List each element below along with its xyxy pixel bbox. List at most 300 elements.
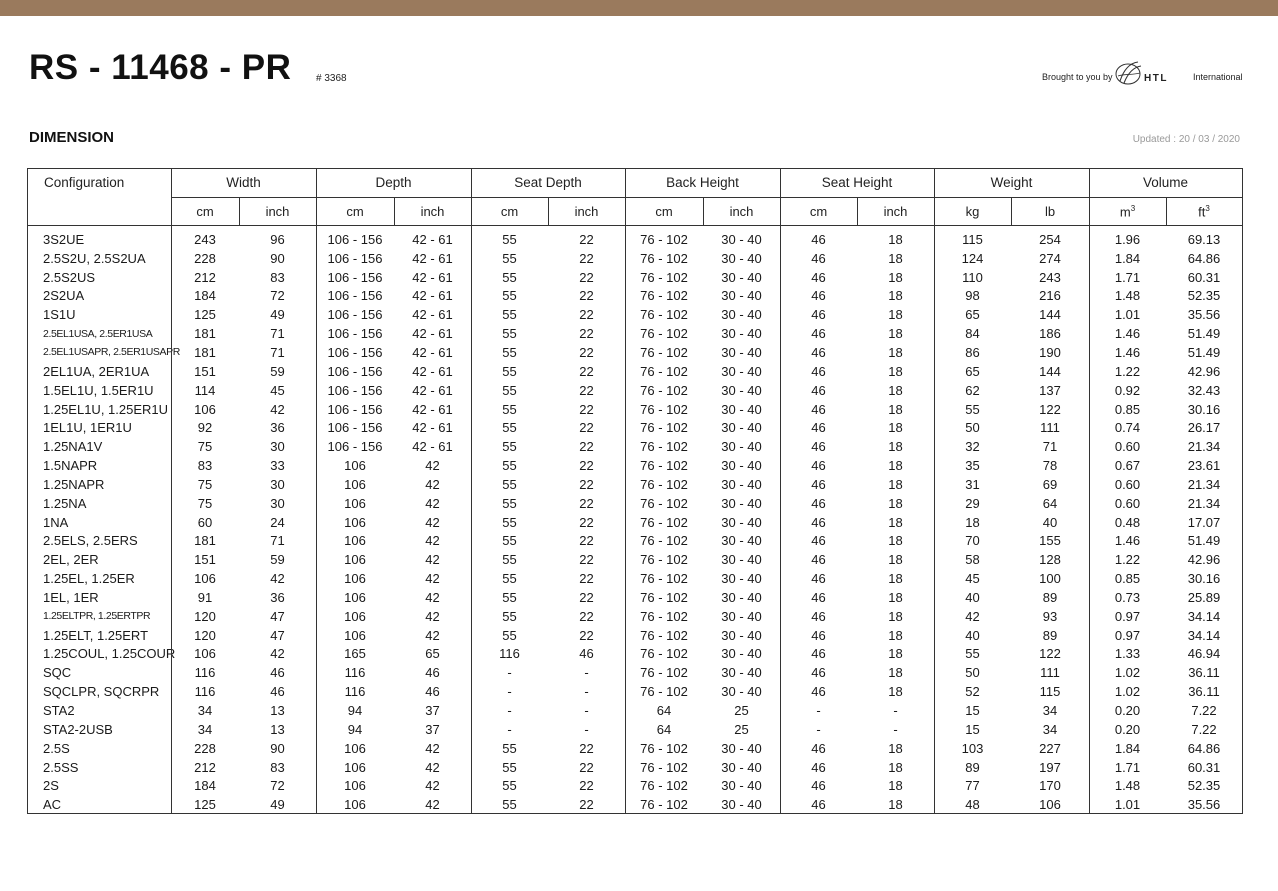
value-cell: 0.97 bbox=[1114, 627, 1141, 643]
table-row bbox=[28, 588, 1242, 607]
value-cell: 42 - 61 bbox=[412, 344, 453, 360]
configuration-cell: 2S2UA bbox=[43, 288, 85, 304]
value-cell: 106 - 156 bbox=[327, 288, 383, 304]
value-cell: 106 - 156 bbox=[327, 269, 383, 285]
value-cell: 254 bbox=[1039, 231, 1061, 247]
brand-name: HTL bbox=[1144, 73, 1168, 84]
value-cell: 106 bbox=[1039, 797, 1061, 813]
brand-suffix: International bbox=[1193, 72, 1243, 82]
value-cell: 15 bbox=[965, 721, 980, 737]
value-cell: 89 bbox=[1042, 589, 1058, 605]
value-cell: 22 bbox=[579, 759, 594, 775]
value-cell: 0.85 bbox=[1114, 401, 1141, 417]
value-cell: 47 bbox=[270, 608, 285, 624]
value-cell: 1.22 bbox=[1114, 363, 1141, 379]
value-cell: 18 bbox=[888, 458, 903, 474]
value-cell: 76 - 102 bbox=[640, 288, 688, 304]
value-cell: 35.56 bbox=[1187, 797, 1221, 813]
value-cell: 181 bbox=[194, 344, 216, 360]
value-cell: 116 bbox=[194, 684, 216, 700]
value-cell: 17.07 bbox=[1187, 514, 1221, 530]
brand-prefix: Brought to you by bbox=[1042, 72, 1113, 82]
value-cell: 42 - 61 bbox=[412, 288, 453, 304]
value-cell: 33 bbox=[270, 458, 285, 474]
value-cell: 30 - 40 bbox=[721, 533, 762, 549]
value-cell: 46 bbox=[811, 363, 826, 379]
configuration-cell: 1NA bbox=[43, 514, 69, 530]
document-number: # 3368 bbox=[316, 73, 347, 84]
value-cell: 125 bbox=[194, 307, 216, 323]
configuration-cell: 1.25EL1U, 1.25ER1U bbox=[43, 401, 169, 417]
value-cell: 46 bbox=[811, 589, 826, 605]
value-cell: 122 bbox=[1039, 401, 1061, 417]
value-cell: 0.74 bbox=[1114, 420, 1141, 436]
value-cell: 75 bbox=[197, 476, 213, 492]
value-cell: 0.48 bbox=[1114, 514, 1141, 530]
value-cell: 106 - 156 bbox=[327, 363, 383, 379]
value-cell: 29 bbox=[965, 495, 980, 511]
unit-header bbox=[548, 204, 625, 219]
value-cell: 274 bbox=[1039, 250, 1061, 266]
value-cell: 55 bbox=[965, 646, 980, 662]
value-cell: 51.49 bbox=[1187, 344, 1221, 360]
unit-header bbox=[703, 204, 780, 219]
value-cell: 106 - 156 bbox=[327, 250, 383, 266]
value-cell: 18 bbox=[888, 759, 903, 775]
table-row bbox=[28, 645, 1242, 664]
table-row bbox=[28, 381, 1242, 400]
value-cell: 30 - 40 bbox=[721, 759, 762, 775]
configuration-cell: 1.25ELTPR, 1.25ERTPR bbox=[43, 610, 151, 623]
value-cell: 22 bbox=[579, 344, 594, 360]
value-cell: 76 - 102 bbox=[640, 514, 688, 530]
value-cell: 21.34 bbox=[1187, 439, 1221, 455]
value-cell: 100 bbox=[1039, 571, 1061, 587]
value-cell: 92 bbox=[197, 420, 213, 436]
table-row bbox=[28, 343, 1242, 362]
value-cell: 18 bbox=[888, 646, 903, 662]
value-cell: 216 bbox=[1039, 288, 1061, 304]
value-cell: 1.96 bbox=[1114, 231, 1141, 247]
unit-header bbox=[857, 204, 934, 219]
value-cell: 18 bbox=[888, 552, 903, 568]
value-cell: 55 bbox=[502, 533, 517, 549]
value-cell: 1.71 bbox=[1114, 269, 1141, 285]
value-cell: 51.49 bbox=[1187, 533, 1221, 549]
value-cell: 116 bbox=[344, 684, 366, 700]
value-cell: 55 bbox=[502, 571, 517, 587]
value-cell: 144 bbox=[1039, 363, 1061, 379]
value-cell: 35.56 bbox=[1187, 307, 1221, 323]
value-cell: 76 - 102 bbox=[640, 571, 688, 587]
configuration-cell: 2.5SS bbox=[43, 759, 79, 775]
value-cell: 137 bbox=[1039, 382, 1061, 398]
value-cell: 30 - 40 bbox=[721, 288, 762, 304]
value-cell: 42 - 61 bbox=[412, 307, 453, 323]
column-divider bbox=[171, 169, 172, 813]
unit-superscript: 3 bbox=[1205, 204, 1210, 213]
value-cell: 106 bbox=[194, 646, 216, 662]
value-cell: 1.46 bbox=[1114, 326, 1141, 342]
value-cell: 34.14 bbox=[1187, 627, 1221, 643]
value-cell: 46 bbox=[811, 684, 826, 700]
value-cell: 46 bbox=[811, 269, 826, 285]
value-cell: 1.46 bbox=[1114, 344, 1141, 360]
value-cell: 25 bbox=[734, 721, 749, 737]
updated-date: Updated : 20 / 03 / 2020 bbox=[1132, 134, 1240, 145]
value-cell: 22 bbox=[579, 458, 594, 474]
value-cell: 106 - 156 bbox=[327, 344, 383, 360]
value-cell: 18 bbox=[888, 439, 903, 455]
value-cell: 15 bbox=[965, 703, 980, 719]
value-cell: 0.73 bbox=[1114, 589, 1141, 605]
value-cell: 22 bbox=[579, 420, 594, 436]
value-cell: 30 - 40 bbox=[721, 684, 762, 700]
value-cell: 42.96 bbox=[1187, 363, 1221, 379]
value-cell: 0.60 bbox=[1114, 439, 1141, 455]
value-cell: 0.67 bbox=[1114, 458, 1141, 474]
value-cell: 46 bbox=[811, 759, 826, 775]
value-cell: 22 bbox=[579, 552, 594, 568]
value-cell: 55 bbox=[502, 495, 517, 511]
page-title: RS - 11468 - PR bbox=[29, 48, 292, 87]
value-cell: 25.89 bbox=[1187, 589, 1221, 605]
value-cell: 42 bbox=[425, 571, 440, 587]
table-row bbox=[28, 418, 1242, 437]
unit-label: ft bbox=[1198, 204, 1206, 220]
value-cell: 96 bbox=[270, 231, 285, 247]
table-row bbox=[28, 362, 1242, 381]
value-cell: 76 - 102 bbox=[640, 646, 688, 662]
value-cell: 48 bbox=[965, 797, 980, 813]
value-cell: 52.35 bbox=[1187, 778, 1221, 794]
value-cell: 18 bbox=[888, 684, 903, 700]
value-cell: 25 bbox=[734, 703, 749, 719]
value-cell: 55 bbox=[502, 344, 517, 360]
value-cell: 115 bbox=[1039, 684, 1061, 700]
value-cell: 37 bbox=[425, 721, 440, 737]
value-cell: 30 - 40 bbox=[721, 552, 762, 568]
table-row bbox=[28, 758, 1242, 777]
value-cell: 46 bbox=[811, 608, 826, 624]
table-row bbox=[28, 663, 1242, 682]
value-cell: 55 bbox=[502, 740, 517, 756]
value-cell: 30 - 40 bbox=[721, 250, 762, 266]
configuration-cell: 2.5S2U, 2.5S2UA bbox=[43, 250, 146, 266]
table-row bbox=[28, 249, 1242, 268]
configuration-cell: 1.25ELT, 1.25ERT bbox=[43, 627, 149, 643]
value-cell: 22 bbox=[579, 269, 594, 285]
value-cell: 31 bbox=[965, 476, 980, 492]
value-cell: 22 bbox=[579, 778, 594, 794]
value-cell: 42 bbox=[270, 646, 285, 662]
value-cell: 42 bbox=[425, 552, 440, 568]
value-cell: 76 - 102 bbox=[640, 495, 688, 511]
value-cell: 22 bbox=[579, 401, 594, 417]
value-cell: 76 - 102 bbox=[640, 382, 688, 398]
table-row bbox=[28, 287, 1242, 306]
value-cell: 46 bbox=[270, 665, 285, 681]
value-cell: 1.48 bbox=[1114, 778, 1141, 794]
configuration-cell: 2.5S2US bbox=[43, 269, 96, 285]
value-cell: 115 bbox=[962, 231, 983, 247]
table-row bbox=[28, 494, 1242, 513]
value-cell: 50 bbox=[965, 665, 980, 681]
configuration-cell: 2.5EL1USA, 2.5ER1USA bbox=[43, 327, 153, 340]
value-cell: 1.84 bbox=[1114, 250, 1141, 266]
value-cell: 84 bbox=[965, 326, 980, 342]
value-cell: 22 bbox=[579, 363, 594, 379]
value-cell: 46 bbox=[811, 382, 826, 398]
value-cell: 77 bbox=[965, 778, 980, 794]
configuration-cell: 1.5EL1U, 1.5ER1U bbox=[43, 382, 154, 398]
value-cell: 76 - 102 bbox=[640, 627, 688, 643]
value-cell: 46 bbox=[425, 665, 440, 681]
value-cell: 76 - 102 bbox=[640, 326, 688, 342]
value-cell: 71 bbox=[1042, 439, 1058, 455]
table-row bbox=[28, 739, 1242, 758]
value-cell: 190 bbox=[1039, 344, 1061, 360]
unit-label: cm bbox=[809, 204, 828, 219]
value-cell: 26.17 bbox=[1187, 420, 1221, 436]
value-cell: 30 - 40 bbox=[721, 269, 762, 285]
column-divider bbox=[471, 169, 472, 813]
value-cell: 46 bbox=[811, 326, 826, 342]
value-cell: 32 bbox=[965, 439, 980, 455]
value-cell: 46 bbox=[811, 778, 826, 794]
value-cell: 64.86 bbox=[1187, 740, 1221, 756]
value-cell: 1.22 bbox=[1114, 552, 1141, 568]
value-cell: 212 bbox=[194, 759, 216, 775]
value-cell: 0.20 bbox=[1114, 703, 1141, 719]
value-cell: 71 bbox=[270, 344, 285, 360]
value-cell: 22 bbox=[579, 533, 594, 549]
value-cell: 106 bbox=[194, 401, 216, 417]
value-cell: 55 bbox=[502, 589, 517, 605]
unit-header bbox=[1166, 204, 1242, 219]
value-cell: 55 bbox=[502, 307, 517, 323]
value-cell: 76 - 102 bbox=[640, 439, 688, 455]
table-row bbox=[28, 720, 1242, 739]
value-cell: 22 bbox=[579, 476, 594, 492]
configuration-cell: 2.5S bbox=[43, 740, 70, 756]
table-row bbox=[28, 569, 1242, 588]
value-cell: 46 bbox=[811, 740, 826, 756]
value-cell: - bbox=[584, 703, 589, 719]
value-cell: 18 bbox=[888, 420, 903, 436]
value-cell: 42 bbox=[425, 589, 440, 605]
value-cell: 22 bbox=[579, 326, 594, 342]
value-cell: 18 bbox=[888, 326, 903, 342]
value-cell: 46 bbox=[811, 439, 826, 455]
value-cell: 18 bbox=[888, 363, 903, 379]
value-cell: 76 - 102 bbox=[640, 740, 688, 756]
configuration-cell: 2.5EL1USAPR, 2.5ER1USAPR bbox=[43, 346, 180, 359]
value-cell: 71 bbox=[270, 326, 285, 342]
value-cell: 22 bbox=[579, 439, 594, 455]
value-cell: 144 bbox=[1039, 307, 1061, 323]
value-cell: 7.22 bbox=[1191, 703, 1217, 719]
value-cell: 0.85 bbox=[1114, 571, 1141, 587]
group-header: Back Height bbox=[666, 175, 739, 190]
value-cell: 46 bbox=[811, 307, 826, 323]
value-cell: 42 bbox=[425, 608, 440, 624]
group-header: Depth bbox=[375, 175, 412, 190]
value-cell: 30 - 40 bbox=[721, 740, 762, 756]
value-cell: 46 bbox=[811, 646, 826, 662]
value-cell: 106 bbox=[344, 533, 366, 549]
value-cell: 1.02 bbox=[1114, 684, 1141, 700]
value-cell: 106 bbox=[344, 476, 366, 492]
value-cell: 212 bbox=[194, 269, 216, 285]
table-row bbox=[28, 400, 1242, 419]
value-cell: 106 bbox=[344, 458, 366, 474]
value-cell: 65 bbox=[965, 307, 980, 323]
value-cell: 55 bbox=[502, 627, 517, 643]
unit-label: inch bbox=[420, 204, 445, 219]
value-cell: 69 bbox=[1042, 476, 1058, 492]
value-cell: 64 bbox=[1042, 495, 1058, 511]
column-divider bbox=[316, 169, 317, 813]
value-cell: 0.60 bbox=[1114, 495, 1141, 511]
value-cell: 55 bbox=[502, 476, 517, 492]
value-cell: 42 - 61 bbox=[412, 269, 453, 285]
value-cell: 116 bbox=[194, 665, 216, 681]
value-cell: 55 bbox=[502, 363, 517, 379]
value-cell: 30 - 40 bbox=[721, 458, 762, 474]
value-cell: 55 bbox=[502, 269, 517, 285]
value-cell: 30 - 40 bbox=[721, 231, 762, 247]
value-cell: 55 bbox=[502, 231, 517, 247]
unit-header bbox=[1089, 204, 1166, 219]
group-header-divider bbox=[171, 197, 1242, 198]
configuration-cell: SQC bbox=[43, 665, 72, 681]
configuration-cell: 1EL1U, 1ER1U bbox=[43, 420, 132, 436]
unit-header bbox=[394, 204, 471, 219]
value-cell: 46 bbox=[811, 231, 826, 247]
group-header: Seat Height bbox=[821, 175, 893, 190]
value-cell: 70 bbox=[965, 533, 980, 549]
value-cell: 76 - 102 bbox=[640, 401, 688, 417]
unit-label: m bbox=[1119, 204, 1131, 220]
value-cell: 22 bbox=[579, 288, 594, 304]
value-cell: 30 - 40 bbox=[721, 608, 762, 624]
value-cell: 76 - 102 bbox=[640, 589, 688, 605]
group-header: Width bbox=[226, 175, 261, 190]
value-cell: 22 bbox=[579, 231, 594, 247]
value-cell: 184 bbox=[194, 288, 216, 304]
value-cell: 1.01 bbox=[1114, 307, 1141, 323]
unit-label: inch bbox=[574, 204, 599, 219]
value-cell: 50 bbox=[965, 420, 980, 436]
value-cell: 46 bbox=[811, 288, 826, 304]
value-cell: 42 bbox=[425, 740, 440, 756]
value-cell: 1.71 bbox=[1114, 759, 1141, 775]
value-cell: 181 bbox=[194, 326, 216, 342]
value-cell: 120 bbox=[194, 608, 216, 624]
value-cell: 55 bbox=[502, 288, 517, 304]
value-cell: 35 bbox=[965, 458, 980, 474]
configuration-cell: 2S bbox=[43, 778, 59, 794]
value-cell: 34 bbox=[197, 721, 213, 737]
value-cell: 18 bbox=[888, 250, 903, 266]
value-cell: - bbox=[507, 665, 512, 681]
value-cell: 76 - 102 bbox=[640, 476, 688, 492]
value-cell: 22 bbox=[579, 382, 594, 398]
value-cell: 58 bbox=[965, 552, 980, 568]
value-cell: 42 bbox=[270, 401, 285, 417]
value-cell: 116 bbox=[499, 646, 520, 662]
unit-header bbox=[780, 204, 857, 219]
value-cell: - bbox=[584, 665, 589, 681]
value-cell: 55 bbox=[502, 514, 517, 530]
table-row bbox=[28, 776, 1242, 795]
value-cell: 76 - 102 bbox=[640, 363, 688, 379]
value-cell: 65 bbox=[965, 363, 980, 379]
value-cell: 243 bbox=[194, 231, 216, 247]
value-cell: 40 bbox=[965, 589, 980, 605]
table-row bbox=[28, 626, 1242, 645]
table-row bbox=[28, 795, 1242, 814]
value-cell: 55 bbox=[502, 326, 517, 342]
value-cell: 76 - 102 bbox=[640, 307, 688, 323]
value-cell: 22 bbox=[579, 797, 594, 813]
unit-header bbox=[625, 204, 703, 219]
value-cell: - bbox=[893, 721, 898, 737]
value-cell: 120 bbox=[194, 627, 216, 643]
configuration-cell: 1.25COUL, 1.25COUR bbox=[43, 646, 176, 662]
value-cell: 55 bbox=[965, 401, 980, 417]
value-cell: 42 bbox=[425, 458, 440, 474]
value-cell: 22 bbox=[579, 307, 594, 323]
group-header: Weight bbox=[990, 175, 1033, 190]
value-cell: 55 bbox=[502, 797, 517, 813]
value-cell: 151 bbox=[194, 363, 216, 379]
value-cell: 75 bbox=[197, 495, 213, 511]
value-cell: 46 bbox=[811, 495, 826, 511]
configuration-cell: 1.25NA bbox=[43, 495, 87, 511]
value-cell: 45 bbox=[965, 571, 980, 587]
value-cell: 30 - 40 bbox=[721, 344, 762, 360]
value-cell: 7.22 bbox=[1191, 721, 1217, 737]
value-cell: 30 - 40 bbox=[721, 382, 762, 398]
group-header: Seat Depth bbox=[514, 175, 582, 190]
value-cell: 46 bbox=[811, 458, 826, 474]
value-cell: 30 - 40 bbox=[721, 363, 762, 379]
value-cell: 30.16 bbox=[1187, 401, 1221, 417]
value-cell: 18 bbox=[888, 476, 903, 492]
table-row bbox=[28, 456, 1242, 475]
value-cell: 42 - 61 bbox=[412, 326, 453, 342]
value-cell: 0.60 bbox=[1114, 476, 1141, 492]
value-cell: 106 bbox=[344, 495, 366, 511]
value-cell: 170 bbox=[1039, 778, 1061, 794]
configuration-cell: 1S1U bbox=[43, 307, 76, 323]
value-cell: 42 - 61 bbox=[412, 420, 453, 436]
value-cell: 124 bbox=[961, 250, 984, 266]
value-cell: 60 bbox=[197, 514, 213, 530]
value-cell: 22 bbox=[579, 514, 594, 530]
unit-header bbox=[471, 204, 548, 219]
value-cell: 46 bbox=[811, 533, 826, 549]
value-cell: 30 bbox=[270, 476, 285, 492]
value-cell: 21.34 bbox=[1187, 495, 1221, 511]
value-cell: 30 - 40 bbox=[721, 514, 762, 530]
dimension-data bbox=[28, 230, 1242, 814]
configuration-cell: 1.25EL, 1.25ER bbox=[43, 571, 135, 587]
value-cell: 106 bbox=[344, 608, 366, 624]
dimension-table bbox=[27, 168, 1243, 814]
